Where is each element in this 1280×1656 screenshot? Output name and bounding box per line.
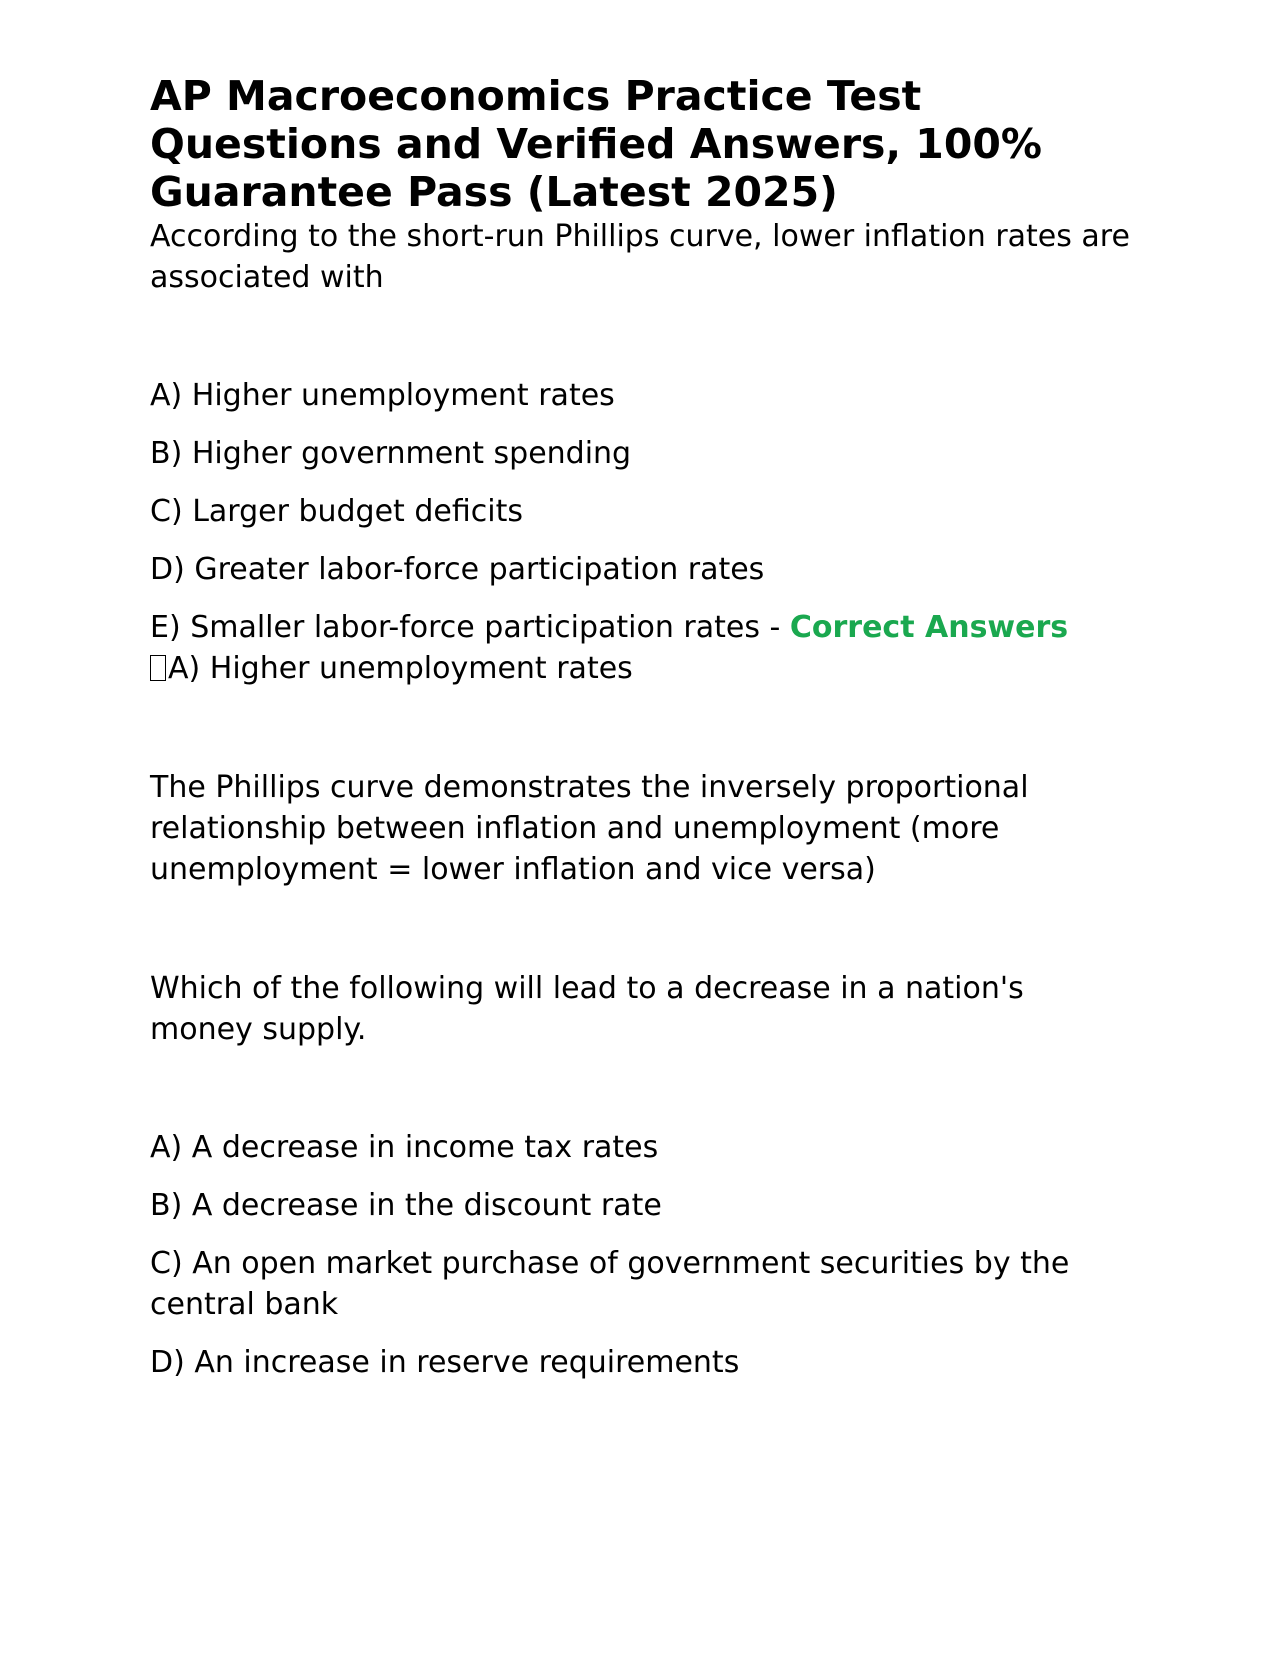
spacer xyxy=(150,298,1130,375)
option-c: C) Larger budget deficits xyxy=(150,494,523,529)
spacer xyxy=(150,1050,1130,1127)
spacer xyxy=(150,890,1130,968)
document-page xyxy=(150,72,1130,1383)
option-e-with-answer xyxy=(150,607,1130,689)
correct-answers-label: Correct Answers xyxy=(789,610,1069,645)
option-a: A) Higher unemployment rates xyxy=(150,378,615,413)
option-d: D) An increase in reserve requirements xyxy=(150,1345,740,1380)
option-a: A) A decrease in income tax rates xyxy=(150,1130,659,1165)
option-c: C) An open market purchase of government securities by the central bank xyxy=(150,1246,1070,1322)
option-d: D) Greater labor-force participation rates xyxy=(150,552,765,587)
correct-answer-text: A) Higher unemployment rates xyxy=(168,651,633,686)
spacer xyxy=(150,689,1130,767)
document-title: AP Macroeconomics Practice Test Questions and Verified Answers, 100% Guarantee Pass (Latest 2025) xyxy=(150,72,1042,216)
missing-glyph-icon xyxy=(150,655,166,681)
option-e: E) Smaller labor-force participation rates - xyxy=(150,610,790,645)
option-b: B) Higher government spending xyxy=(150,436,632,471)
question-1-options xyxy=(150,375,1130,689)
question-2-options xyxy=(150,1127,1130,1383)
question-2-text: Which of the following will lead to a decrease in a nation's money supply. xyxy=(150,971,1024,1047)
explanation-text: The Phillips curve demonstrates the inversely proportional relationship between inflation and unemployment (more unemployment = lower inflation and vice versa) xyxy=(150,770,1029,887)
option-b: B) A decrease in the discount rate xyxy=(150,1188,662,1223)
question-1-text: According to the short-run Phillips curve, lower inflation rates are associated with xyxy=(150,219,1130,295)
